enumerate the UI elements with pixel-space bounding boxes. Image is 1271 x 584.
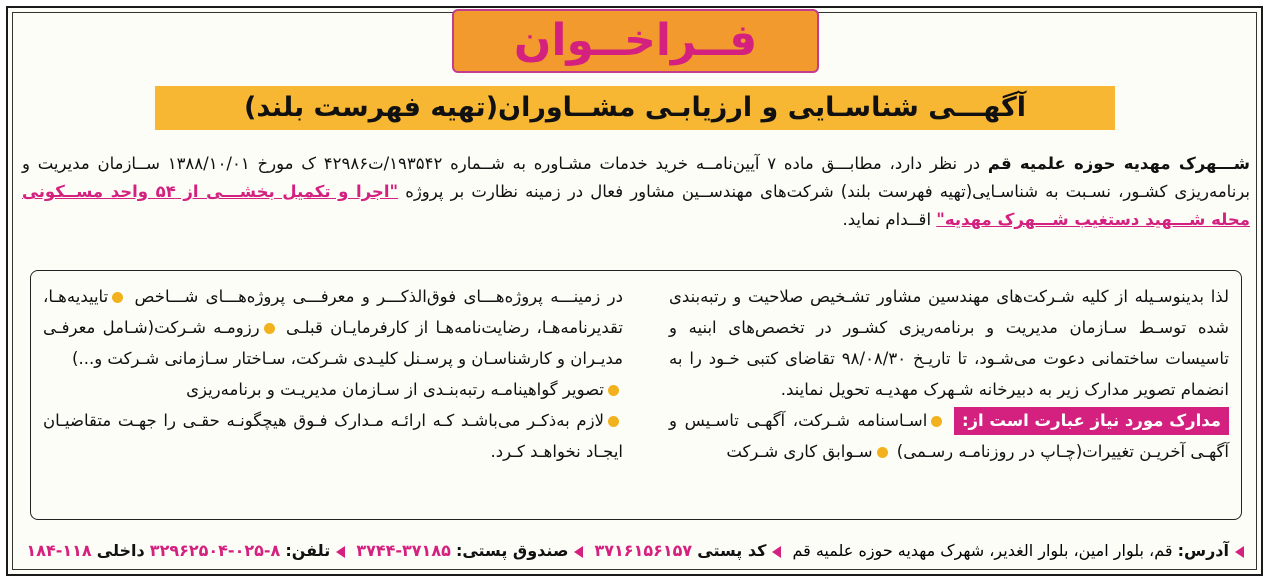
contact-footer — [22, 536, 1250, 566]
project-name: "اجرا و تکمیل بخشـــی از ۵۴ واحد مســکونی محله شـــهید دستغیب شـــهرک مهدیه" — [22, 182, 1250, 229]
intro-part1: در نظر دارد، مطابـــق ماده ۷ آیین‌نامــه خرید خدمات مشـاوره به شــماره ۱۹۳۵۴۲/ت۴۲۹۸۶ ک مورخ ۱۳۸۸/۱۰/۰۱ ســازمان مدیریت و برنامه‌ریزی کشـور، نسـبت به شناسـایی(تهیه فهرست بلند) شرکت‌های مهندســین مشاور فعال در زمینه نظارت بر پروژه — [22, 154, 1250, 201]
address-value: قم، بلوار امین، بلوار الغدیر، شهرک مهدیه حوزه علمیه قم — [792, 541, 1173, 560]
phone-label: تلفن: — [285, 541, 331, 560]
bullet-icon — [877, 447, 888, 458]
doc-item-4: رزومـه شـرکت(شـامل معرفـی مدیـران و کارشناسـان و پرسـنل کلیـدی شـرکت، سـاختار سـازمانی شـرکت و...) — [43, 318, 623, 368]
bullet-icon — [931, 416, 942, 427]
ext-label: داخلی — [96, 541, 145, 560]
headline: فــراخــوان — [452, 9, 819, 73]
invitation-text: لذا بدینوسـیله از کلیه شـرکت‌های مهندسین مشاور تشـخیص صلاحیت و رتبه‌بندی شده توسـط سـازمان مدیریت و برنامه‌ریزی کشـور در تخصص‌های ابنیه و تاسیسات ساختمانی دعوت می‌شـود، تا تاریـخ ۹۸/۰۸/۳۰ تقاضای کتبی خـود را به انضمام تصویر مدارک زیر به دبیرخانه شـهرک مهدیـه تحویل نمایند. — [669, 287, 1229, 399]
bullet-icon — [264, 323, 275, 334]
bullet-icon — [608, 416, 619, 427]
intro-paragraph — [22, 150, 1250, 234]
pobox-value: ۳۷۱۸۵-۳۷۴۴ — [356, 541, 451, 560]
doc-item-2-cont: در زمینـــه پروژه‌هـــای فوق‌الذکـــر و معرفـــی پروژه‌هـــای شـــاخص — [134, 287, 623, 306]
pobox-label: صندوق پستی: — [455, 541, 569, 560]
bullet-icon — [112, 292, 123, 303]
intro-lead: شـــهرک مهدیه حوزه علمیه قم — [987, 154, 1251, 173]
requirements-box — [30, 270, 1242, 520]
arrow-icon — [1235, 546, 1244, 558]
ext-value: ۱۱۸-۱۸۴ — [26, 541, 92, 560]
phone-value: ۸-۰۲۵-۳۲۹۶۲۵۰۴ — [149, 541, 281, 560]
doc-item-1: اسـاسنامه شـرکت، آگهـی تاسـیس و آگهـی آخریـن تغییرات(چـاپ در روزنامـه رسـمی) — [669, 411, 1229, 461]
doc-item-3: تاییدیه‌هـا، تقدیرنامه‌هـا، رضایت‌نامه‌هـا از کارفرمایـان قبلـی — [43, 287, 623, 337]
column-right — [669, 281, 1229, 467]
doc-item-2: سـوابق کاری شـرکت — [726, 442, 873, 461]
arrow-icon — [574, 546, 583, 558]
bullet-icon — [608, 385, 619, 396]
intro-part2: اقــدام نماید. — [842, 210, 937, 229]
docs-label: مدارک مورد نیاز عبارت است از: — [954, 407, 1229, 435]
note-text: لازم به‌ذکـر می‌باشـد کـه ارائـه مـدارک فـوق هیچگونـه حقـی را جهـت متقاضیـان ایجـاد نخواهـد کـرد. — [43, 411, 623, 461]
arrow-icon — [772, 546, 781, 558]
doc-item-5: تصویر گواهینامـه رتبه‌بنـدی از سـازمان مدیریـت و برنامه‌ریزی — [186, 380, 604, 399]
arrow-icon — [336, 546, 345, 558]
postal-value: ۳۷۱۶۱۵۶۱۵۷ — [594, 541, 693, 560]
address-label: آدرس: — [1177, 541, 1229, 560]
postal-label: کد پستی — [697, 541, 767, 560]
headline-wrap — [0, 6, 1271, 76]
column-left — [43, 281, 623, 467]
ad-title: آگهـــی شناسـایی و ارزیابـی مشــاوران(تهیه فهرست بلند) — [155, 86, 1115, 130]
